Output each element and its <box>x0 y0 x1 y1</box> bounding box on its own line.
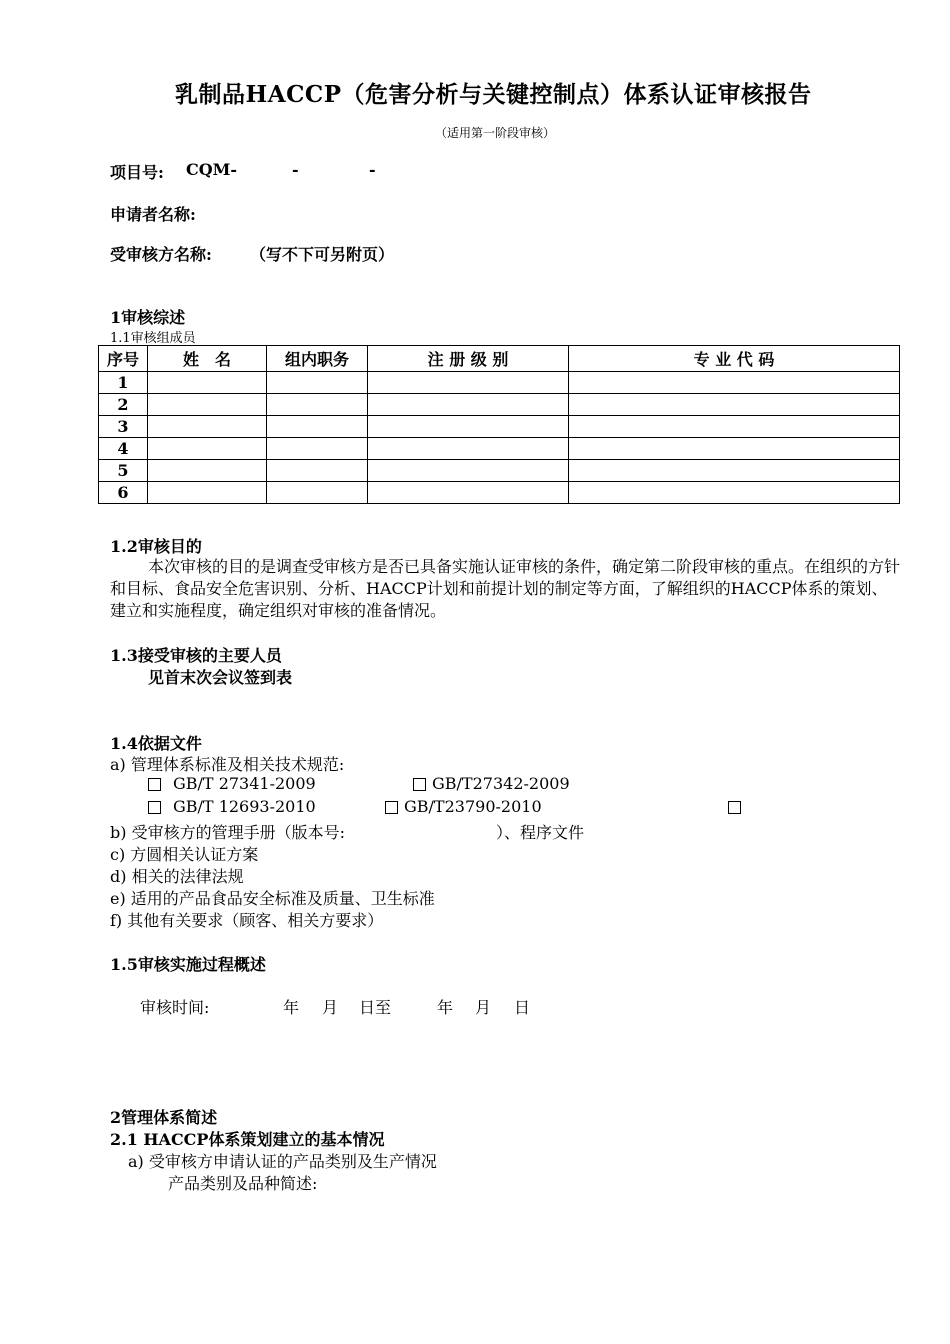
table-cell <box>148 372 267 394</box>
page-subtitle: （适用第一阶段审核） <box>435 126 556 140</box>
table-cell <box>148 460 267 482</box>
checkbox-icon[interactable] <box>148 778 161 791</box>
main-personnel-text: 见首末次会议签到表 <box>148 668 293 687</box>
table-cell <box>148 394 267 416</box>
project-number-dash-1: - <box>292 160 299 179</box>
audit-team-table <box>98 345 900 504</box>
column-header-registration-level: 注 册 级 别 <box>368 346 569 372</box>
table-cell <box>569 460 900 482</box>
row-index: 5 <box>99 460 148 482</box>
audit-time-day-2: 日 <box>514 998 531 1017</box>
section-1-heading: 1审核综述 <box>110 308 186 327</box>
table-row <box>99 438 900 460</box>
table-cell <box>368 482 569 504</box>
column-header-index: 序号 <box>99 346 148 372</box>
table-cell <box>569 394 900 416</box>
audit-purpose-text: 本次审核的目的是调查受审核方是否已具备实施认证审核的条件，确定第二阶段审核的重点。在组织的方针和目标、食品安全危害识别、分析、HACCP计划和前提计划的制定等方面，了解组织的HACCP体系的策划、建立和实施程度，确定组织对审核的准备情况。 <box>110 557 901 620</box>
table-header-row <box>99 346 900 372</box>
column-header-name: 姓 名 <box>148 346 267 372</box>
section-2-heading: 2管理体系简述 <box>110 1108 218 1127</box>
table-cell <box>569 482 900 504</box>
section-1-5-heading: 1.5审核实施过程概述 <box>110 955 266 974</box>
section-2-1-heading: 2.1 HACCP体系策划建立的基本情况 <box>110 1130 385 1149</box>
auditee-name-note: （写不下可另附页） <box>250 245 395 264</box>
table-cell <box>148 482 267 504</box>
basis-item-b-part-1: b) 受审核方的管理手册（版本号: <box>110 823 345 842</box>
table-cell <box>368 438 569 460</box>
table-cell <box>368 460 569 482</box>
table-cell <box>267 460 368 482</box>
table-cell <box>368 394 569 416</box>
table-row <box>99 394 900 416</box>
standard-option-5[interactable] <box>728 797 753 816</box>
basis-item-e: e) 适用的产品食品安全标准及质量、卫生标准 <box>110 889 435 908</box>
table-cell <box>267 438 368 460</box>
audit-time-year-2: 年 <box>437 998 454 1017</box>
column-header-specialty-code: 专 业 代 码 <box>569 346 900 372</box>
row-index: 2 <box>99 394 148 416</box>
project-number-prefix: CQM- <box>186 160 238 179</box>
audit-time-year: 年 <box>283 998 300 1017</box>
basis-item-d: d) 相关的法律法规 <box>110 867 244 886</box>
checkbox-icon[interactable] <box>413 778 426 791</box>
basis-item-f: f) 其他有关要求（顾客、相关方要求） <box>110 911 384 930</box>
section-1-1-heading: 1.1审核组成员 <box>110 331 196 346</box>
table-cell <box>148 416 267 438</box>
basis-item-c: c) 方圆相关认证方案 <box>110 845 259 864</box>
project-number-label: 项目号: <box>110 163 164 182</box>
checkbox-icon[interactable] <box>148 801 161 814</box>
audit-time-month-2: 月 <box>475 998 492 1017</box>
table-row <box>99 372 900 394</box>
page-title: 乳制品HACCP（危害分析与关键控制点）体系认证审核报告 <box>175 81 812 108</box>
basis-item-b-part-2: ）、程序文件 <box>496 823 585 842</box>
row-index: 4 <box>99 438 148 460</box>
standard-option-3[interactable]: GB/T 12693-2010 <box>148 797 316 816</box>
standard-option-2[interactable]: GB/T27342-2009 <box>413 774 570 793</box>
product-description-label: 产品类别及品种简述: <box>168 1174 318 1193</box>
table-cell <box>267 372 368 394</box>
basis-item-a: a) 管理体系标准及相关技术规范: <box>110 755 345 774</box>
table-cell <box>368 372 569 394</box>
audit-time-day-to: 日至 <box>359 998 392 1017</box>
section-1-2-heading: 1.2审核目的 <box>110 537 202 556</box>
section-2-1-item-a: a) 受审核方申请认证的产品类别及生产情况 <box>128 1152 437 1171</box>
table-cell <box>267 394 368 416</box>
checkbox-icon[interactable] <box>385 801 398 814</box>
table-cell <box>569 372 900 394</box>
section-1-3-heading: 1.3接受审核的主要人员 <box>110 646 282 665</box>
standard-option-1[interactable]: GB/T 27341-2009 <box>148 774 316 793</box>
audit-time-label: 审核时间: <box>140 998 210 1017</box>
row-index: 3 <box>99 416 148 438</box>
table-cell <box>569 438 900 460</box>
audit-time-month: 月 <box>322 998 339 1017</box>
row-index: 6 <box>99 482 148 504</box>
row-index: 1 <box>99 372 148 394</box>
table-cell <box>148 438 267 460</box>
checkbox-icon[interactable] <box>728 801 741 814</box>
column-header-role: 组内职务 <box>267 346 368 372</box>
table-cell <box>569 416 900 438</box>
table-cell <box>267 416 368 438</box>
table-row <box>99 482 900 504</box>
auditee-name-label: 受审核方名称: <box>110 245 212 264</box>
table-row <box>99 416 900 438</box>
table-row <box>99 460 900 482</box>
standard-option-4[interactable]: GB/T23790-2010 <box>385 797 542 816</box>
applicant-name-label: 申请者名称: <box>110 205 196 224</box>
section-1-4-heading: 1.4依据文件 <box>110 734 202 753</box>
project-number-dash-2: - <box>369 160 376 179</box>
table-cell <box>267 482 368 504</box>
table-cell <box>368 416 569 438</box>
